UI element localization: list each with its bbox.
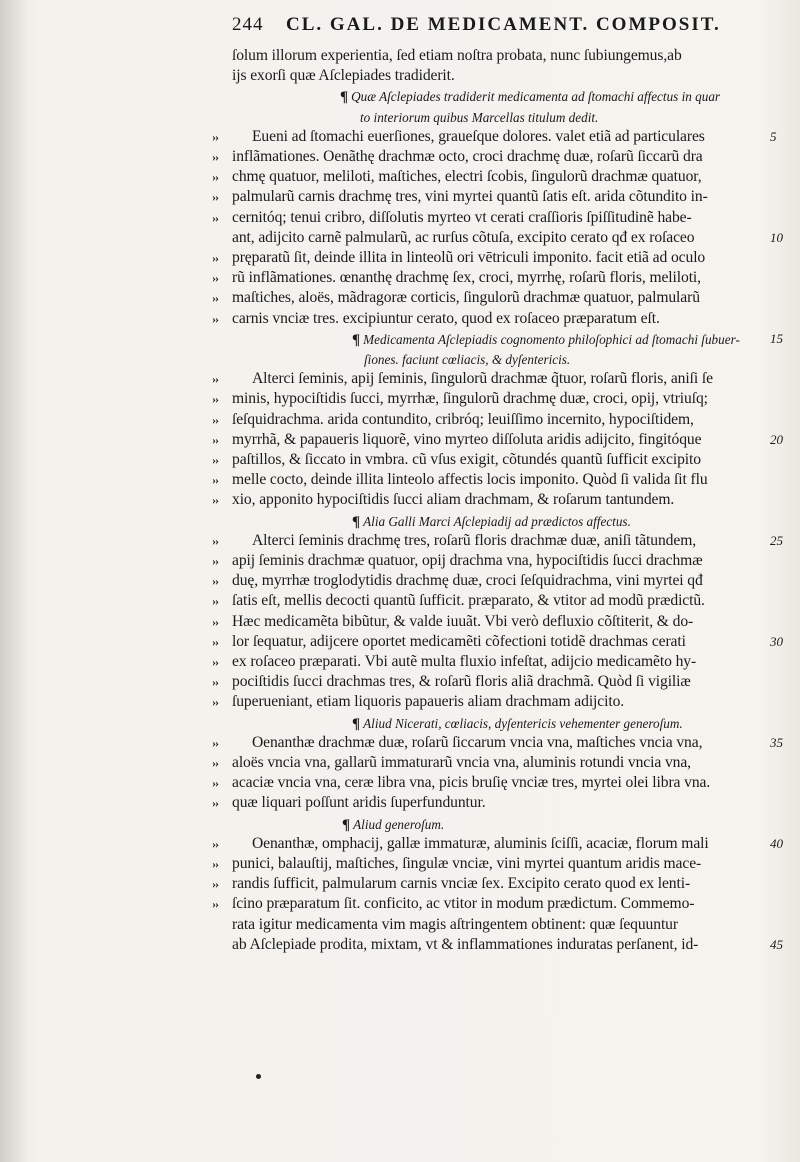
- text-line: pociſtidis ſucci drachmas tres, & roſarũ floris aliã drachmã. Quòd ſi vigiliæ: [232, 673, 691, 690]
- section-heading-text: Medicamenta Aſclepiadis cognomento philoſophici ad ſtomachi ſubuer-: [363, 332, 740, 347]
- quotation-mark-icon: ››: [212, 150, 218, 164]
- quotation-mark-icon: ››: [212, 493, 218, 507]
- text-line: rũ inflãmationes. œnanthę drachmę ſex, croci, myrrhę, roſarũ floris, meliloti,: [232, 269, 701, 286]
- text-line: lor ſequatur, adijcere oportet medicamẽti cõfectioni totidẽ drachmas cerati: [232, 633, 686, 650]
- text-line: duę, myrrhæ troglodytidis drachmę duæ, croci ſeſquidrachma, vini myrtei qđ: [232, 572, 703, 589]
- quotation-mark-icon: ››: [212, 433, 218, 447]
- text-line: minis, hypociſtidis ſucci, myrrhæ, ſingulorũ drachmę duæ, croci, opij, vtriuſq;: [232, 390, 708, 407]
- text-line: inflãmationes. Oenãthę drachmæ octo, croci drachmę duæ, roſarũ ſiccarũ dra: [232, 148, 703, 165]
- text-line: ſolum illorum experientia, ſed etiam noſtra probata, nunc ſubiungemus,ab: [232, 47, 682, 64]
- text-line: Alterci ſeminis drachmę tres, roſarũ floris drachmæ duæ, aniſi tãtundem,: [252, 532, 697, 549]
- text-line: ſeſquidrachma. arida contundito, cribróq; leuiſſimo incernito, hypociſtidem,: [232, 411, 694, 428]
- quotation-mark-icon: ››: [212, 413, 218, 427]
- margin-line-number: 45: [770, 937, 783, 952]
- pilcrow-icon: ¶: [340, 89, 349, 105]
- text-line: ant, adijcito carnẽ palmularũ, ac rurſus cõtuſa, excipito cerato qđ ex roſaceo: [232, 229, 695, 246]
- gutter-shadow: [0, 0, 28, 1162]
- text-line: ex roſaceo præparati. Vbi autẽ multa fluxio infeſtat, adijcio medicamẽto hy-: [232, 653, 697, 670]
- quotation-mark-icon: ››: [212, 736, 218, 750]
- section-heading: [352, 330, 782, 349]
- pilcrow-icon: ¶: [342, 817, 351, 833]
- quotation-mark-icon: ››: [212, 756, 218, 770]
- quotation-mark-icon: ››: [212, 695, 218, 709]
- quotation-mark-icon: ››: [212, 211, 218, 225]
- quotation-mark-icon: ››: [212, 877, 218, 891]
- text-line: randis ſufficit, palmularum carnis vnciæ ſex. Excipito cerato quod ex lenti-: [232, 875, 691, 892]
- section-heading: [352, 714, 782, 733]
- margin-line-number: 15: [770, 331, 783, 346]
- text-line: ſcino præparatum ſit. conficito, ac vtitor in modum prædictum. Commemo-: [232, 895, 695, 912]
- text-line: rata igitur medicamenta vim magis aſtringentem obtinent: quæ ſequuntur: [232, 916, 678, 933]
- running-header: [232, 14, 772, 42]
- text-line: maſtiches, aloës, mãdragoræ corticis, ſingulorũ drachmæ quatuor, palmularũ: [232, 289, 700, 306]
- text-line: chmę quatuor, meliloti, maſtiches, electri ſcobis, ſingulorũ drachmæ quatuor,: [232, 168, 702, 185]
- ink-speck: [256, 1074, 261, 1079]
- text-line: paſtillos, & ſiccato in vmbra. cũ vſus exigit, cõtundés quantũ ſufficit excipito: [232, 451, 701, 468]
- quotation-mark-icon: ››: [212, 392, 218, 406]
- page-number: 244: [232, 14, 264, 35]
- quotation-mark-icon: ››: [212, 271, 218, 285]
- text-line: xio, apponito hypociſtidis ſucci aliam drachmam, & roſarum tantundem.: [232, 491, 675, 508]
- quotation-mark-icon: ››: [212, 837, 218, 851]
- text-line: pręparatũ ſit, deinde illita in linteolũ ori vētriculi imponito. facit etiã ad oculo: [232, 249, 706, 266]
- text-line: punici, balauſtij, maſtiches, ſingulæ vnciæ, vini myrtei quantum aridis mace-: [232, 855, 702, 872]
- quotation-mark-icon: ››: [212, 655, 218, 669]
- text-line: iјs exorſi quæ Aſclepiades tradiderit.: [232, 67, 455, 84]
- text-line: apij ſeminis drachmæ quatuor, opij drachma vna, hypociſtidis ſucci drachmæ: [232, 552, 703, 569]
- text-line: ſatis eſt, mellis decocti quantũ ſufficit. præparato, & vtitor ad modũ prædictũ.: [232, 592, 705, 609]
- quotation-mark-icon: ››: [212, 615, 218, 629]
- text-line: ab Aſclepiade prodita, mixtam, vt & inflammationes induratas perſanent, id-: [232, 936, 699, 953]
- section-heading: [352, 512, 782, 531]
- pilcrow-icon: ¶: [352, 716, 361, 732]
- quotation-mark-icon: ››: [212, 897, 218, 911]
- section-heading: [360, 108, 790, 127]
- text-line: carnis vnciæ tres. excipiuntur cerato, quod ex roſaceo præparatum eſt.: [232, 310, 660, 327]
- margin-line-number: 35: [770, 735, 783, 750]
- text-line: acaciæ vncia vna, ceræ libra vna, picis bruſię vnciæ tres, myrtei olei libra vna.: [232, 774, 711, 791]
- quotation-mark-icon: ››: [212, 594, 218, 608]
- quotation-mark-icon: ››: [212, 534, 218, 548]
- quotation-mark-icon: ››: [212, 251, 218, 265]
- quotation-mark-icon: ››: [212, 796, 218, 810]
- quotation-mark-icon: ››: [212, 776, 218, 790]
- quotation-mark-icon: ››: [212, 312, 218, 326]
- text-line: palmularũ carnis drachmę tres, vini myrtei quantũ ſatis eſt. arida cõtundito in-: [232, 188, 708, 205]
- section-heading-text: Alia Galli Marci Aſclepiadij ad prædictos affectus.: [363, 514, 631, 529]
- quotation-mark-icon: ››: [212, 554, 218, 568]
- section-heading-text: Quæ Aſclepiades tradiderit medicamenta ad ſtomachi affectus in quar: [351, 89, 721, 104]
- pilcrow-icon: ¶: [352, 514, 361, 530]
- running-title: CL. GAL. DE MEDICAMENT. COMPOSIT.: [286, 14, 721, 35]
- margin-line-number: 5: [770, 129, 777, 144]
- text-line: Oenanthæ, omphacij, gallæ immaturæ, aluminis ſciſſi, acaciæ, florum mali: [252, 835, 709, 852]
- margin-line-number: 20: [770, 432, 783, 447]
- quotation-mark-icon: ››: [212, 170, 218, 184]
- text-line: cernitóq; tenui cribro, diſſolutis myrteo vt cerati craſſioris ſpiſſitudinẽ habe-: [232, 209, 692, 226]
- quotation-mark-icon: ››: [212, 675, 218, 689]
- section-heading: [340, 87, 770, 106]
- text-line: quæ liquari poſſunt aridis ſuperfunduntur.: [232, 794, 486, 811]
- quotation-mark-icon: ››: [212, 372, 218, 386]
- text-line: aloës vncia vna, gallarũ immaturarũ vncia vna, aluminis rotundi vncia vna,: [232, 754, 691, 771]
- section-heading: [364, 350, 794, 369]
- quotation-mark-icon: ››: [212, 635, 218, 649]
- quotation-mark-icon: ››: [212, 291, 218, 305]
- quotation-mark-icon: ››: [212, 473, 218, 487]
- quotation-mark-icon: ››: [212, 190, 218, 204]
- text-line: Alterci ſeminis, apij ſeminis, ſingulorũ drachmæ q̃tuor, roſarũ floris, aniſi ſe: [252, 370, 713, 387]
- section-heading-text: ſiones. faciunt cœliacis, & dyſentericis.: [364, 352, 571, 367]
- margin-line-number: 40: [770, 836, 783, 851]
- text-line: ſuperueniant, etiam liquoris papaueris aliam drachmam adijcito.: [232, 693, 625, 710]
- quotation-mark-icon: ››: [212, 453, 218, 467]
- text-line: myrrhã, & papaueris liquorẽ, vino myrteo diſſoluta aridis adijcito, fingitóque: [232, 431, 702, 448]
- quotation-mark-icon: ››: [212, 857, 218, 871]
- section-heading-text: Aliud generoſum.: [353, 817, 445, 832]
- margin-line-number: 25: [770, 533, 783, 548]
- quotation-mark-icon: ››: [212, 574, 218, 588]
- text-line: melle cocto, deinde illita linteolo affectis locis imponito. Quòd ſi valida ſit flu: [232, 471, 708, 488]
- section-heading-text: Aliud Nicerati, cœliacis, dyſentericis vehementer generoſum.: [363, 716, 683, 731]
- text-line: Oenanthæ drachmæ duæ, roſarũ ſiccarum vncia vna, maſtiches vncia vna,: [252, 734, 703, 751]
- text-line: Hæc medicamẽta bibũtur, & valde iuuãt. Vbi verò defluxio cõſtiterit, & do-: [232, 613, 694, 630]
- section-heading-text: to interiorum quibus Marcellas titulum dedit.: [360, 110, 599, 125]
- text-line: Eueni ad ſtomachi euerſiones, graueſque dolores. valet etiã ad particulares: [252, 128, 705, 145]
- margin-line-number: 10: [770, 230, 783, 245]
- quotation-mark-icon: ››: [212, 130, 218, 144]
- margin-line-number: 30: [770, 634, 783, 649]
- section-heading: [342, 815, 772, 834]
- pilcrow-icon: ¶: [352, 332, 361, 348]
